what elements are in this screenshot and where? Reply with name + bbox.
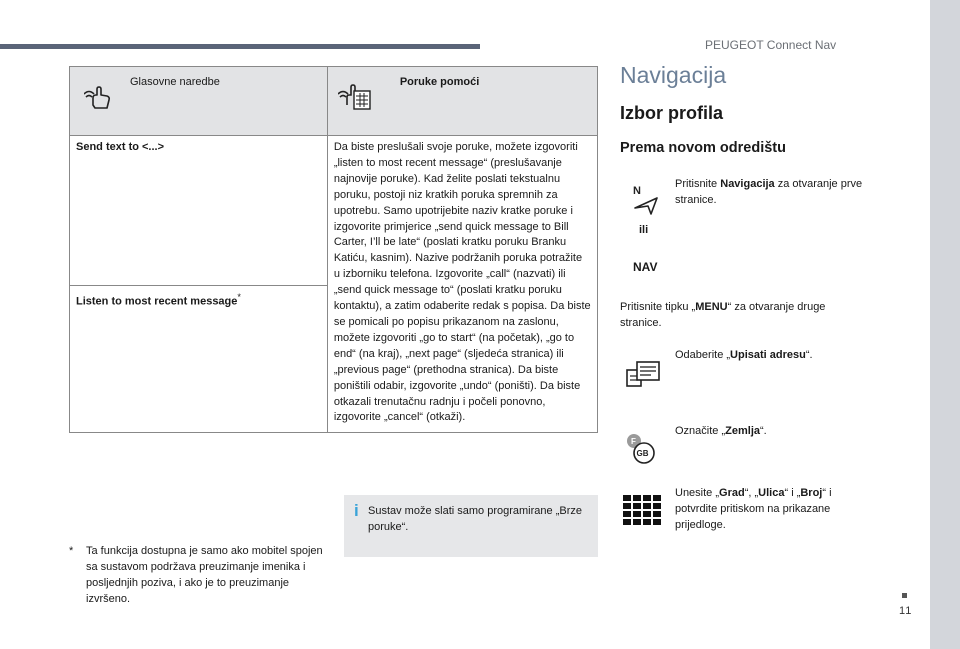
footnote-star: * [69, 545, 74, 557]
step-4-text: Označite „Zemlja“. [675, 425, 767, 437]
svg-text:N: N [633, 185, 641, 197]
or-label: ili [639, 224, 649, 236]
help-description: Da biste preslušali svoje poruke, možete izgovoriti „listen to most recent message“ (preslušavanje najnovije poruke). Kad želite poslati tekstualnu poruku, postoji niz kratkih poruka spremnih za upotrebu. Samo upotrijebite naziv kratke poruke i izgovorite primjerice „send quick message to Bill Carter, I’ll be late“ (poslati kratku poruku Branku Katiću, kasnim). Nazive podržanih poruka potražite u izborniku telefona. Izgovorite „call“ (nazvati) ili „send quick message to“ (poslati kratku poruku kontaktu), a zatim odaberite redak s popisa. Da biste se pomicali po popisu prikazanom na zaslonu, možete izgovoriti „go to start“ (na početak), „go to end“ (na kraj), „next page“ (sljedeća stranica) ili „previous page“ (prethodna stranica). Da biste poništili odabir, izgovorite „undo“ (poništi). Da biste otkazali trenutačnu radnju i počeli ponovno, izgovorite „cancel“ (otkaži). [327, 136, 597, 433]
table-header-commands [70, 67, 328, 136]
page-edge-strip [930, 0, 960, 649]
running-header: PEUGEOT Connect Nav [705, 38, 837, 52]
nav-button-label: NAV [633, 260, 658, 274]
keyboard-grid-icon [623, 495, 661, 530]
command-send-text: Send text to <...> [70, 136, 328, 286]
step-5-text: Unesite „Grad“, „Ulica“ i „Broj“ i potvrdite pritiskom na prikazane prijedloge. [675, 487, 832, 531]
footnote-marker: * [237, 292, 241, 302]
info-box [344, 495, 598, 557]
flag-gb-label: GB [636, 449, 649, 458]
voice-commands-table [69, 66, 598, 433]
section-heading: Navigacija [620, 62, 727, 88]
table-header-commands-label: Glasovne naredbe [130, 76, 220, 88]
table-header-help [327, 67, 597, 136]
info-icon: i [354, 501, 359, 520]
topic-heading: Prema novom odredištu [620, 140, 786, 156]
footnote-text: Ta funkcija dostupna je samo ako mobitel spojen sa sustavom podržava preuzimanje imenika i posljednjih poziva, i ako je to preuzimanje izvršeno. [86, 545, 323, 605]
subsection-heading: Izbor profila [620, 103, 723, 123]
step-1-text: Pritisnite Navigacija za otvaranje prve stranice. [675, 178, 863, 206]
country-flag-icon [624, 433, 660, 470]
command-listen-recent: Listen to most recent message* [70, 286, 328, 433]
page-number: 11 [899, 605, 913, 617]
navigation-arrow-icon [631, 182, 661, 221]
flag-f-label: F [631, 437, 636, 446]
address-entry-icon [625, 360, 661, 395]
step-2-text: Pritisnite tipku „MENU“ za otvaranje druge stranice. [620, 301, 826, 329]
table-header-help-label: Poruke pomoći [399, 76, 480, 88]
top-accent-bar [0, 44, 480, 49]
step-3-text: Odaberite „Upisati adresu“. [675, 349, 813, 361]
page-marker [902, 593, 907, 598]
footnote [69, 543, 327, 607]
voice-command-icon [84, 83, 114, 115]
voice-message-icon [338, 81, 372, 117]
info-text: Sustav može slati samo programirane „Brze poruke“. [368, 505, 582, 533]
